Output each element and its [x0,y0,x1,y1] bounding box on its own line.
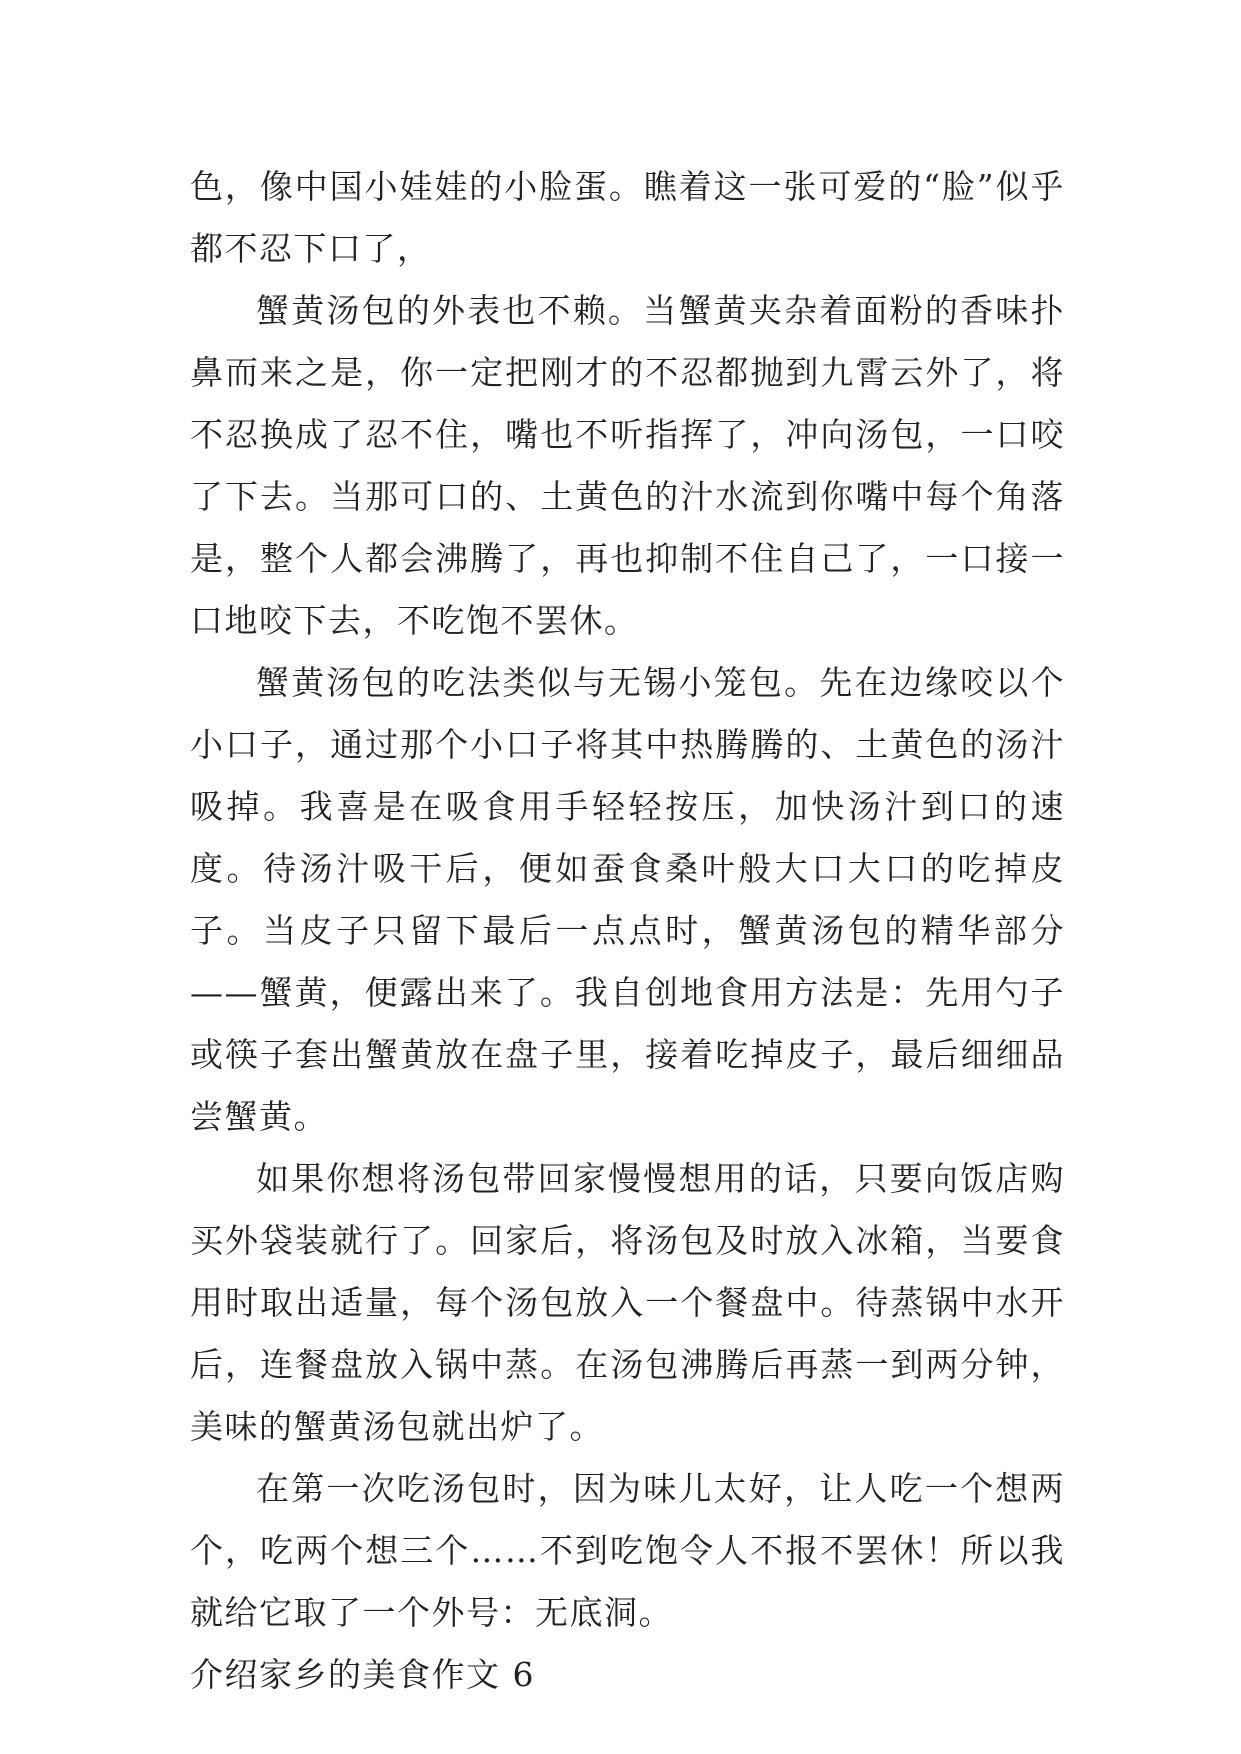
section-heading: 介绍家乡的美食作文 6 [190,1655,535,1694]
paragraph: 如果你想将汤包带回家慢慢想用的话，只要向饭店购买外袋装就行了。回家后，将汤包及时放入冰箱，当要食用时取出适量，每个汤包放入一个餐盘中。待蒸锅中水开后，连餐盘放入锅中蒸。在汤包沸腾后再蒸一到两分钟，美味的蟹黄汤包就出炉了。 [190,1159,1065,1446]
paragraph: 色，像中国小娃娃的小脸蛋。瞧着这一张可爱的“脸”似乎都不忍下口了， [190,167,1065,268]
document-body [190,156,1065,1706]
paragraph: 蟹黄汤包的吃法类似与无锡小笼包。先在边缘咬以个小口子，通过那个小口子将其中热腾腾的、土黄色的汤汁吸掉。我喜是在吸食用手轻轻按压，加快汤汁到口的速度。待汤汁吸干后，便如蚕食桑叶般大口大口的吃掉皮子。当皮子只留下最后一点点时，蟹黄汤包的精华部分——蟹黄，便露出来了。我自创地食用方法是：先用勺子或筷子套出蟹黄放在盘子里，接着吃掉皮子，最后细细品尝蟹黄。 [190,663,1065,1136]
paragraph: 蟹黄汤包的外表也不赖。当蟹黄夹杂着面粉的香味扑鼻而来之是，你一定把刚才的不忍都抛到九霄云外了，将不忍换成了忍不住，嘴也不听指挥了，冲向汤包，一口咬了下去。当那可口的、土黄色的汁水流到你嘴中每个角落是，整个人都会沸腾了，再也抑制不住自己了，一口接一口地咬下去，不吃饱不罢休。 [190,291,1065,640]
paragraph: 在第一次吃汤包时，因为味儿太好，让人吃一个想两个，吃两个想三个……不到吃饱令人不报不罢休！所以我就给它取了一个外号：无底洞。 [190,1469,1065,1632]
